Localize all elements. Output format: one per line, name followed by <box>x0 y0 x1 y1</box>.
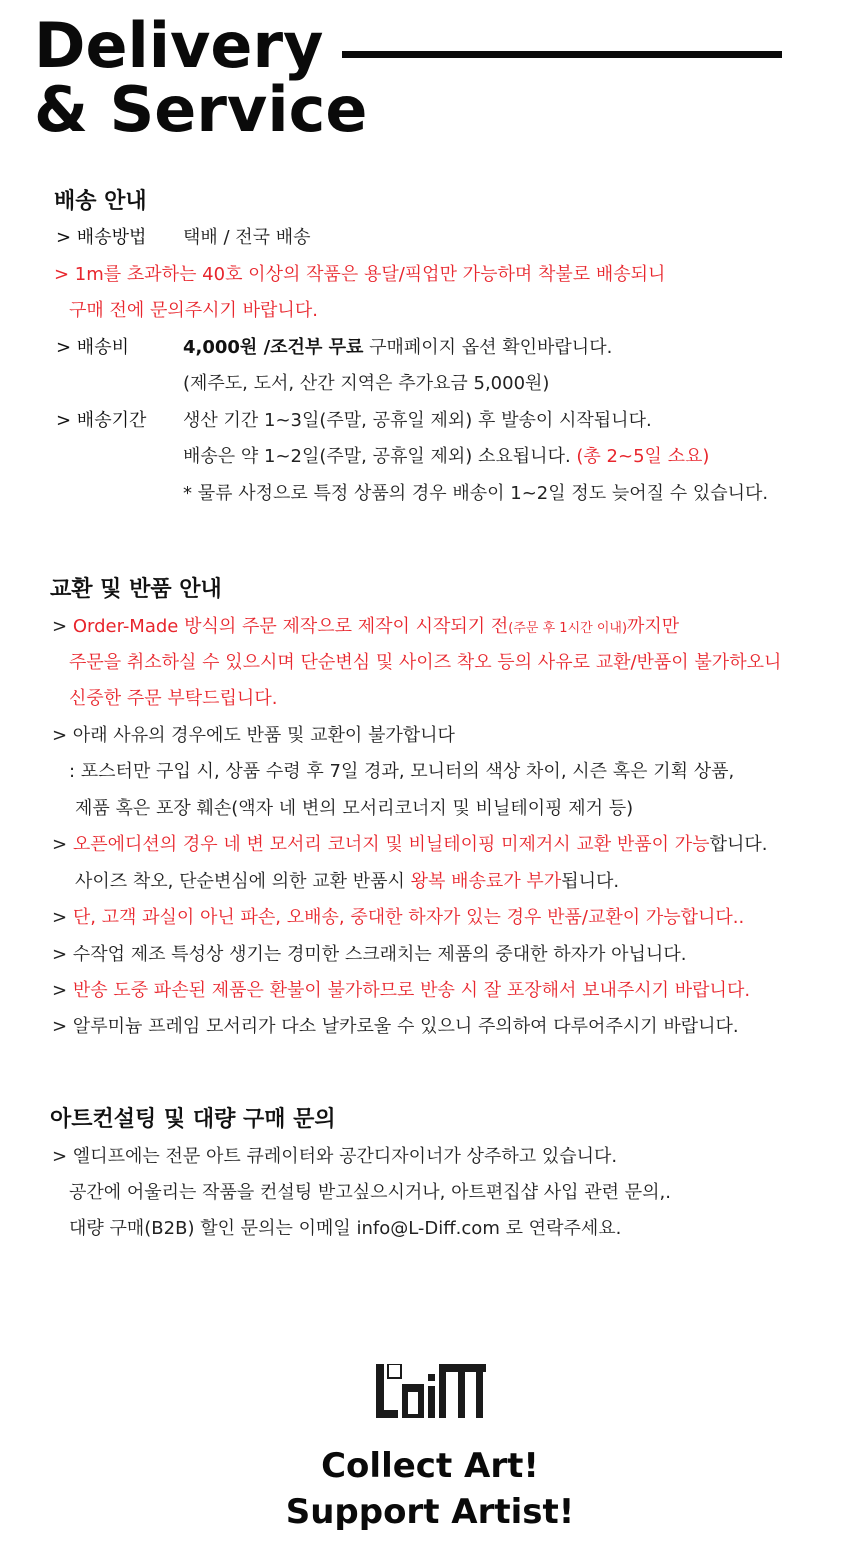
delivery-fee-value <box>183 337 612 359</box>
exchange-line4: > 아래 사유의 경우에도 반품 및 교환이 불가합니다 <box>52 725 455 746</box>
exchange-line3: 신중한 주문 부탁드립니다. <box>69 688 278 709</box>
exchange-line9-prefix: > <box>52 907 73 928</box>
slogan-line2: Support Artist! <box>285 1492 575 1532</box>
exchange-line1-red2: 까지만 <box>627 616 680 637</box>
page-title <box>34 9 368 146</box>
consulting-line1: > 엘디프에는 전문 아트 큐레이터와 공간디자이너가 상주하고 있습니다. <box>52 1146 618 1167</box>
slogan-line1: Collect Art! <box>321 1446 539 1486</box>
delivery-notice-line2: 구매 전에 문의주시기 바랍니다. <box>69 300 318 321</box>
delivery-section-title: 배송 안내 <box>54 189 147 214</box>
delivery-period-line1: 생산 기간 1~3일(주말, 공휴일 제외) 후 발송이 시작됩니다. <box>183 410 652 431</box>
exchange-line7-rest: 합니다. <box>709 834 768 855</box>
delivery-fee-extra: (제주도, 도서, 산간 지역은 추가요금 5,000원) <box>183 373 550 394</box>
delivery-method-value: 택배 / 전국 배송 <box>183 227 311 248</box>
exchange-line8-rest: 됩니다. <box>561 871 620 892</box>
exchange-line2: 주문을 취소하실 수 있으시며 단순변심 및 사이즈 착오 등의 사유로 교환/반품이 불가하오니 <box>69 652 782 673</box>
delivery-period-line2-main: 배송은 약 1~2일(주말, 공휴일 제외) 소요됩니다. <box>183 446 571 467</box>
exchange-line11 <box>52 980 750 1002</box>
page-title-line1: Delivery <box>34 9 324 82</box>
exchange-line12: > 알루미늄 프레임 모서리가 다소 날카로울 수 있으니 주의하여 다루어주시기 바랍니다. <box>52 1016 739 1037</box>
ldiff-logo <box>376 1364 486 1418</box>
title-rule-divider <box>342 51 782 58</box>
exchange-line1-small: (주문 후 1시간 이내) <box>508 621 628 636</box>
exchange-line8-red: 왕복 배송료가 부가 <box>410 871 562 892</box>
delivery-period-line3: * 물류 사정으로 특정 상품의 경우 배송이 1~2일 정도 늦어질 수 있습니다. <box>183 483 769 504</box>
exchange-line10: > 수작업 제조 특성상 생기는 경미한 스크래치는 제품의 중대한 하자가 아닙니다. <box>52 944 687 965</box>
delivery-fee-bold: 4,000원 /조건부 무료 <box>183 337 364 358</box>
exchange-line1-red: Order-Made 방식의 주문 제작으로 제작이 시작되기 전 <box>72 616 509 637</box>
delivery-period-line2 <box>183 446 709 468</box>
delivery-notice-line1: > 1m를 초과하는 40호 이상의 작품은 용달/픽업만 가능하며 착불로 배송되니 <box>54 264 666 285</box>
consulting-line3: 대량 구매(B2B) 할인 문의는 이메일 info@L-Diff.com 로 연락주세요. <box>69 1218 622 1239</box>
exchange-line7-prefix: > <box>52 834 73 855</box>
exchange-line11-red: 반송 도중 파손된 제품은 환불이 불가하므로 반송 시 잘 포장해서 보내주시기 바랍니다. <box>72 980 751 1001</box>
exchange-line7 <box>52 834 767 856</box>
exchange-line7-red: 오픈에디션의 경우 네 변 모서리 코너지 및 비닐테이핑 미제거시 교환 반품이 가능 <box>72 834 710 855</box>
exchange-section-title: 교환 및 반품 안내 <box>50 577 222 602</box>
page-title-line2: & Service <box>34 73 368 146</box>
exchange-line1-prefix: > <box>52 616 73 637</box>
consulting-section-title: 아트컨설팅 및 대량 구매 문의 <box>50 1107 336 1132</box>
exchange-line11-prefix: > <box>52 980 73 1001</box>
exchange-line1 <box>52 616 679 640</box>
delivery-method-label: > 배송방법 <box>56 227 147 248</box>
exchange-line5: : 포스터만 구입 시, 상품 수령 후 7일 경과, 모니터의 색상 차이, 시즌 혹은 기획 상품, <box>69 761 735 782</box>
exchange-line8 <box>75 871 619 893</box>
exchange-line9 <box>52 907 744 929</box>
exchange-line6: 제품 혹은 포장 훼손(액자 네 변의 모서리코너지 및 비닐테이핑 제거 등) <box>75 798 634 819</box>
delivery-fee-label: > 배송비 <box>56 337 129 358</box>
delivery-period-total: (총 2~5일 소요) <box>570 446 710 467</box>
exchange-line8-main: 사이즈 착오, 단순변심에 의한 교환 반품시 <box>75 871 411 892</box>
consulting-line2: 공간에 어울리는 작품을 컨설팅 받고싶으시거나, 아트편집샵 사입 관련 문의,. <box>69 1182 671 1203</box>
delivery-period-label: > 배송기간 <box>56 410 147 431</box>
exchange-line9-red: 단, 고객 과실이 아닌 파손, 오배송, 중대한 하자가 있는 경우 반품/교환이 가능합니다.. <box>72 907 745 928</box>
delivery-fee-rest: 구매페이지 옵션 확인바랍니다. <box>363 337 613 358</box>
